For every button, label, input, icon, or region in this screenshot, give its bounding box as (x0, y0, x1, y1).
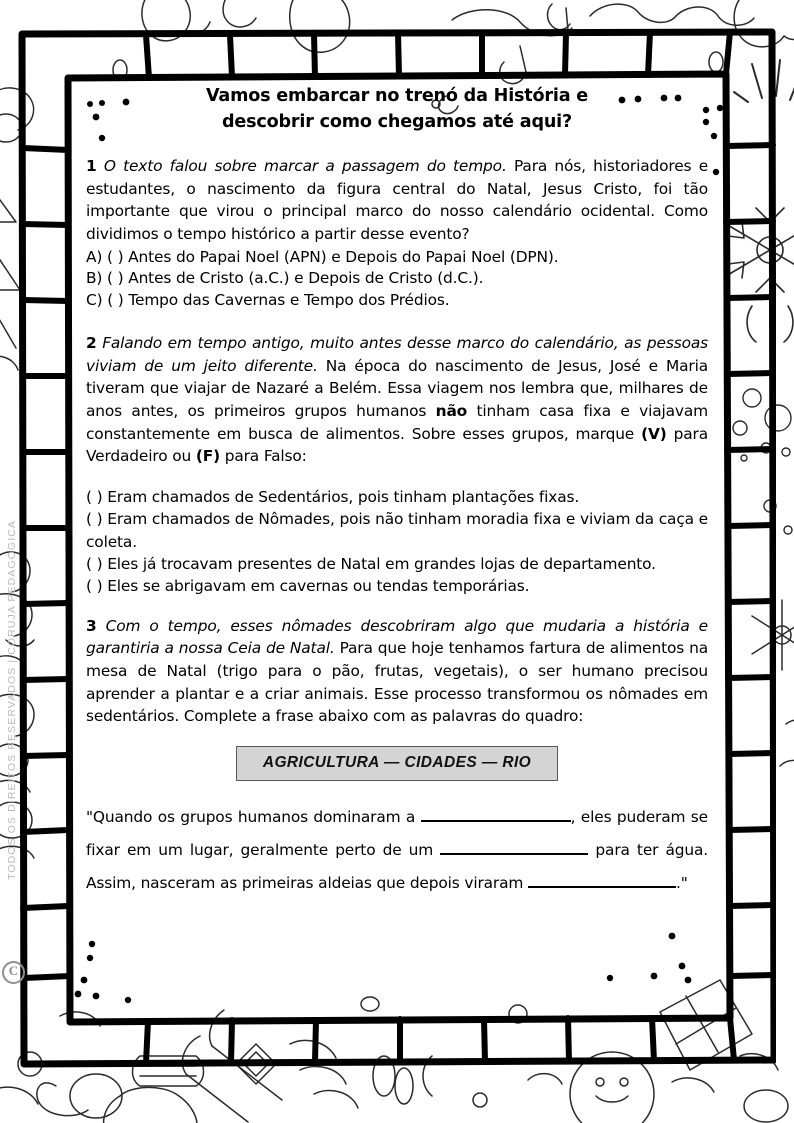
word-bank-container (86, 746, 708, 781)
cloze-exercise (86, 801, 708, 900)
question-3 (86, 615, 708, 728)
question-2-body-a: Na época do nascimento de Jesus, José e Maria tiveram que viajar de Nazaré a Belém. Essa viagem nos lembra que, milhares de anos antes, os primeiros grupos humanos (86, 356, 708, 421)
worksheet-content (72, 72, 722, 1022)
question-2-mark-f: (F) (195, 447, 220, 466)
cloze-part-2: , eles puderam se fixar em um lugar, geralmente perto de um (86, 807, 708, 859)
cloze-blank-1[interactable] (421, 820, 571, 822)
question-2 (86, 332, 708, 468)
cloze-blank-3[interactable] (528, 886, 676, 888)
page-title (86, 84, 708, 135)
title-line-2: descobrir como chegamos até aqui? (221, 111, 573, 132)
word-bank: AGRICULTURA — CIDADES — RIO (236, 746, 558, 781)
question-1 (86, 155, 708, 246)
question-1-body: Para nós, historiadores e estudantes, o nascimento da figura central do Natal, Jesus Cristo, foi tão importante que virou o principal marco do nosso calendário ocidental. Como dividimos o tempo histórico a partir desse evento? (86, 157, 709, 243)
question-2-body-d: para Falso: (219, 447, 307, 466)
statement-4[interactable]: ( ) Eles se abrigavam em cavernas ou tendas temporárias. (86, 577, 530, 596)
statement-2[interactable]: ( ) Eram chamados de Nômades, pois não tinham moradia fixa e viviam da caça e coleta. (86, 510, 708, 551)
true-false-statements (86, 486, 708, 598)
question-2-body-c: para Verdadeiro ou (86, 424, 708, 466)
question-3-number: 3 (86, 616, 97, 635)
copyright-watermark (0, 520, 24, 980)
option-c[interactable]: C) ( ) Tempo das Cavernas e Tempo dos Prédios. (86, 291, 450, 310)
question-2-number: 2 (86, 334, 97, 353)
cloze-part-3: para ter água. Assim, nasceram as primeiras aldeias que depois viraram (86, 840, 708, 893)
question-1-options (86, 247, 708, 313)
title-line-1: Vamos embarcar no trenó da História e (205, 86, 589, 106)
copyright-symbol-icon: C (2, 961, 25, 984)
option-b[interactable]: B) ( ) Antes de Cristo (a.C.) e Depois de Cristo (d.C.). (86, 269, 484, 288)
cloze-part-4: ." (675, 874, 688, 893)
question-1-number: 1 (86, 157, 97, 175)
question-2-emphasis-nao: não (435, 402, 468, 421)
question-3-lead: Com o tempo, esses nômades descobriram algo que mudaria a história e garantiria a nossa Ceia de Natal. (86, 616, 708, 658)
cloze-part-1: "Quando os grupos humanos dominaram a (86, 807, 421, 826)
question-1-lead: O texto falou sobre marcar a passagem do tempo. (103, 157, 507, 175)
question-2-body-b: tinham casa fixa e viajavam constantemente em busca de alimentos. Sobre esses grupos, marque (86, 402, 708, 443)
option-a[interactable]: A) ( ) Antes do Papai Noel (APN) e Depois do Papai Noel (DPN). (86, 247, 559, 266)
question-2-mark-v: (V) (641, 424, 667, 443)
statement-1[interactable]: ( ) Eram chamados de Sedentários, pois tinham plantações fixas. (86, 488, 580, 507)
question-3-body: Para que hoje tenhamos fartura de alimentos na mesa de Natal (trigo para o pão, frutas, vegetais), o ser humano precisou aprender a plantar e a criar animais. Esse processo transformou os nômades em sedentários. Complete a frase abaixo com as palavras do quadro: (86, 639, 708, 726)
cloze-blank-2[interactable] (440, 853, 588, 855)
statement-3[interactable]: ( ) Eles já trocavam presentes de Natal em grandes lojas de departamento. (86, 555, 656, 574)
question-2-lead: Falando em tempo antigo, muito antes desse marco do calendário, as pessoas viviam de um jeito diferente. (86, 334, 708, 375)
copyright-text: TODOS OS DIREITOS RESERVADOS | CORUJA PEDAGÓGICA (6, 520, 18, 880)
